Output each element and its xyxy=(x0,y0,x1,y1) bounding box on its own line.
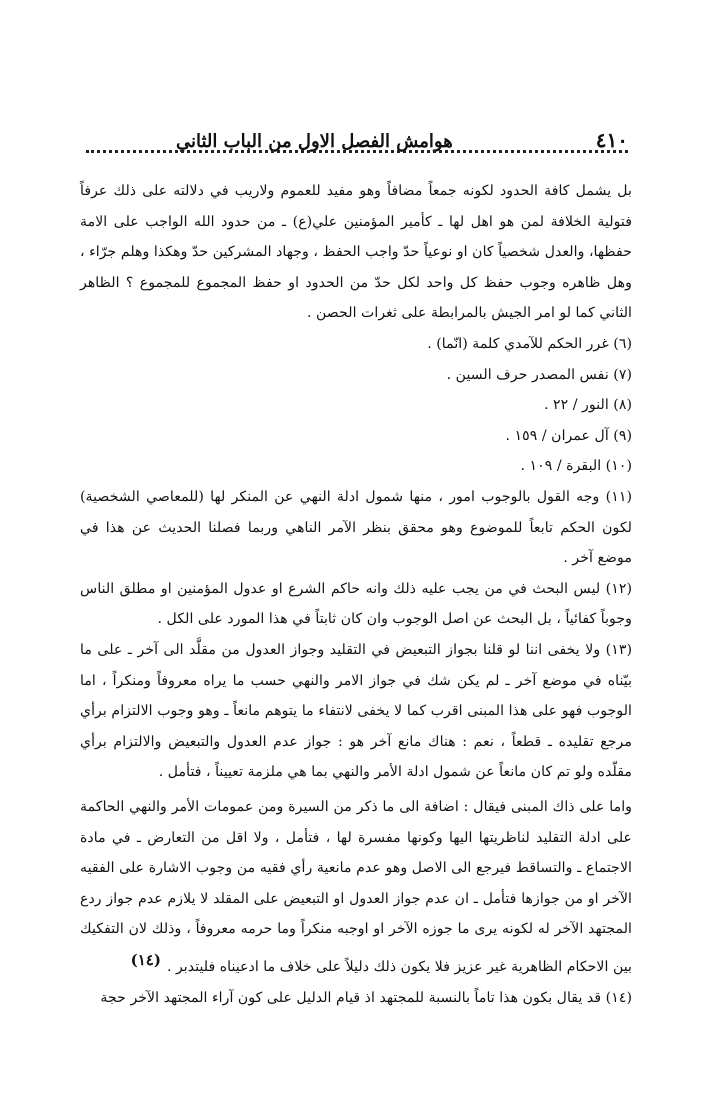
note-10: (١٠) البقرة / ١٠٩ . xyxy=(520,458,632,475)
header-dotted-rule xyxy=(86,150,628,153)
intro-paragraph: بل يشمل كافة الحدود لكونه جمعاً مضافاً وهو مفيد للعموم ولاريب في دلالته على ذلك عرفاً فتولية الخلافة لمن هو اهل لها ـ كأمير المؤمنين علي(ع) ـ من حدود الله الواجب على الامة حفظها، والعدل شخصياً كان او نوعياً حدّ واجب الحفظ ، وجهاد المشركين حدّ وهكذا وهلم جرّاء ، وهل ظاهره وجوب حفظ كل واحد لكل حدّ من الحدود او حفظ المجموع للمجموع ؟ الظاهر الثاني كما لو امر الجيش بالمرابطة على ثغرات الحصن . xyxy=(80,183,632,322)
footnotes-block xyxy=(80,176,632,788)
note-12: (١٢) ليس البحث في من يجب عليه ذلك وانه حاكم الشرع او عدول المؤمنين او مطلق الناس وجوباً كفائياً ، بل البحث عن اصل الوجوب وان كان ثابتاً في هذا المورد على الكل . xyxy=(80,580,632,628)
note-11: (١١) وجه القول بالوجوب امور ، منها شمول ادلة النهي عن المنكر لها (للمعاصي الشخصية) لكون الحكم تابعاً للموضوع وهو محقق بنظر الآمر الناهي وربما فصلنا الحديث عن هذا في موضع آخر . xyxy=(80,488,632,567)
continuation-block xyxy=(80,792,632,1013)
note-14: (١٤) قد يقال بكون هذا تاماً بالنسبة للمجتهد اذ قيام الدليل على كون آراء المجتهد الآخر حجة xyxy=(100,989,632,1006)
page-number: ٤١٠ xyxy=(595,128,628,152)
continuation-paragraph xyxy=(80,792,632,983)
note-9: (٩) آل عمران / ١٥٩ . xyxy=(505,427,632,444)
running-title: هوامش الفصل الاول من الباب الثاني xyxy=(176,131,453,152)
footnote-reference-14: (١٤) xyxy=(130,950,161,969)
continuation-text: واما على ذاك المبنى فيقال : اضافة الى ما ذكر من السيرة ومن عمومات الأمر والنهي الحاكمة على ادلة التقليد لناظريتها اليها وكونها مفسرة لها ، فتأمل ، ولا اقل من التعارض ـ في مادة الاجتماع ـ والتساقط فيرجع الى الاصل وهو عدم مانعية رأي فقيه من وجوب الاشارة على الفقيه الآخر او من جوازها فتأمل ـ ان عدم جواز العدول او التبعيض على المقلد لا يلازم عدم جواز ردع المجتهد الآخر له لكونه يرى ما جوزه الآخر او اوجبه منكراً وما حرمه معروفاً ، وذلك لان التفكيك بين الاحكام الظاهرية غير عزيز فلا يكون ذلك دليلاً على خلاف ما ادعيناه فليتدبر . xyxy=(80,799,632,975)
note-8: (٨) النور / ٢٢ . xyxy=(543,397,632,414)
note-6: (٦) غرر الحكم للآمدي كلمة (انّما) . xyxy=(427,335,632,352)
page-header xyxy=(86,118,628,152)
note-13: (١٣) ولا يخفى اننا لو قلنا بجواز التبعيض في التقليد وجواز العدول من مقلَّد الى آخر ـ على ما بيّناه في موضع آخر ـ لم يكن شك في جواز الامر والنهي حسب ما يراه معروفاً ومنكراً ، اما الوجوب فهو على هذا المبنى اقرب كما لا يخفى لانتفاء ما يتوهم مانعاً ـ وهو وجوب الالتزام برأي مرجع تقليده ـ قطعاً ، نعم : هناك مانع آخر هو : جواز عدم العدول والتبعيض والالتزام برأي مقلّده ولو تم كان مانعاً عن شمول ادلة الأمر والنهي بما هي ملزمة تعييناً ، فتأمل . xyxy=(80,641,632,781)
note-7: (٧) نفس المصدر حرف السين . xyxy=(446,366,632,383)
